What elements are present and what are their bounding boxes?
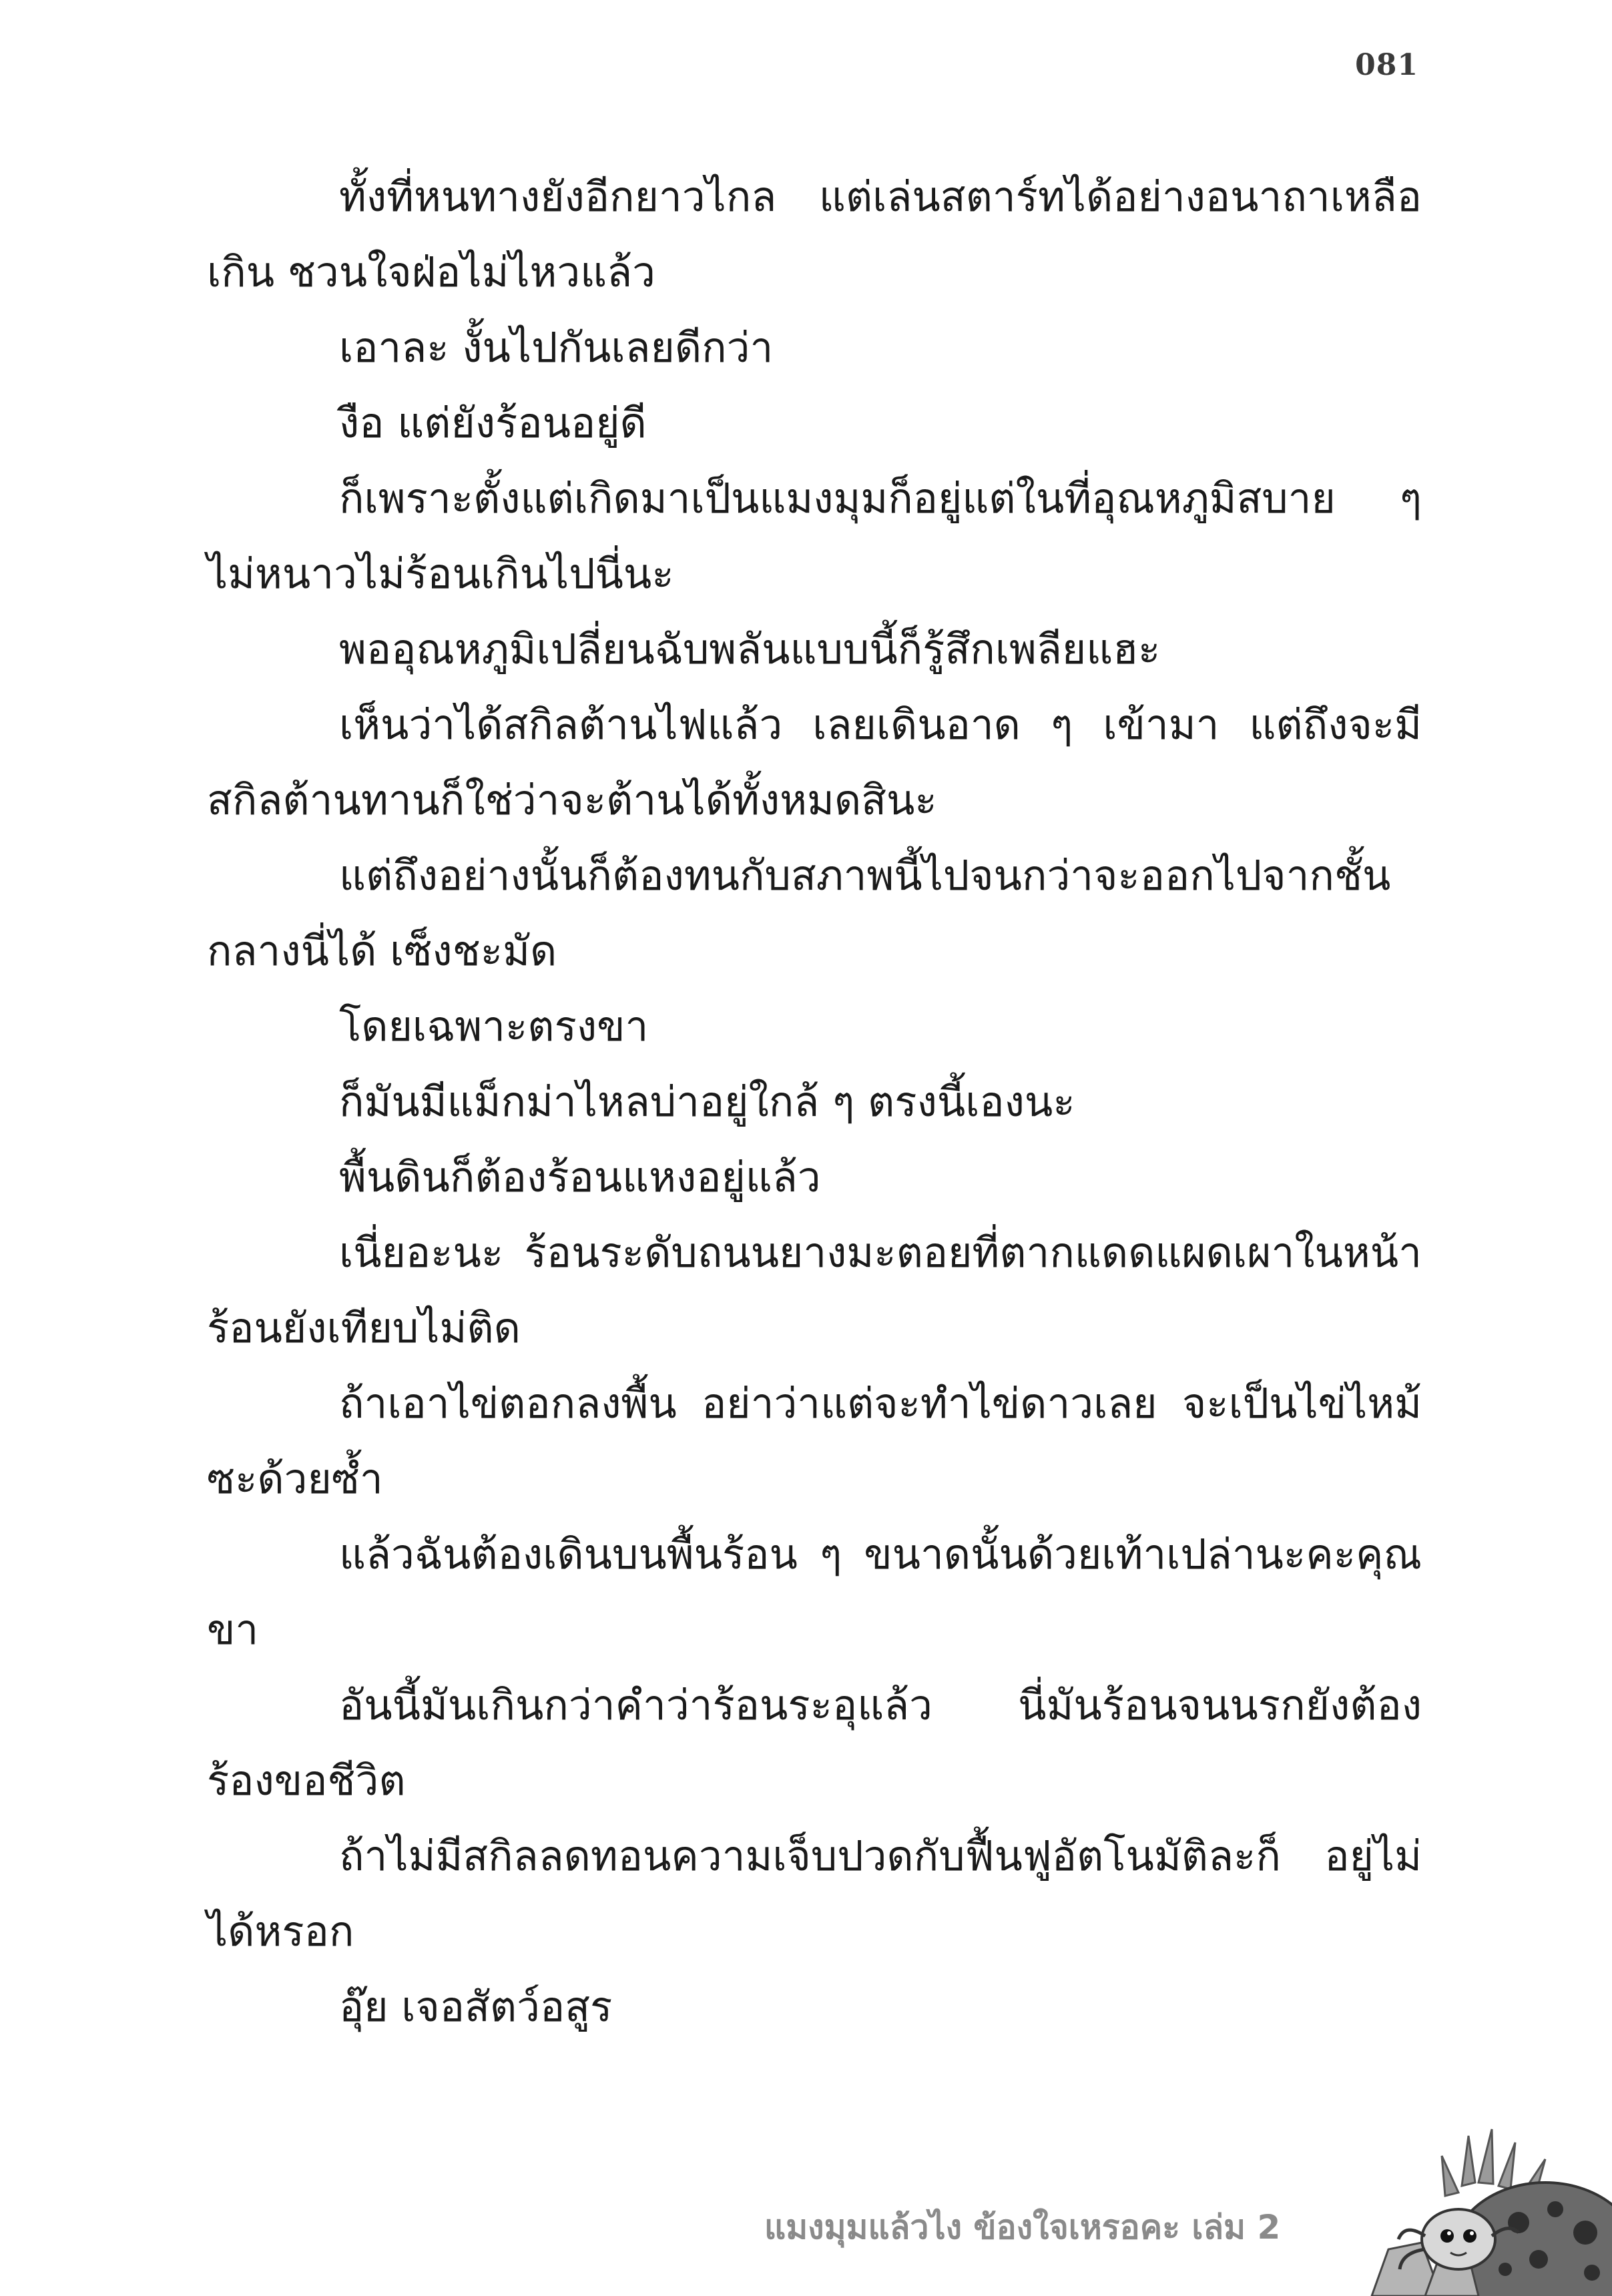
running-footer-title: แมงมุมแล้วไง ข้องใจเหรอคะ เล่ม 2 [764,2208,1281,2247]
paragraph: ถ้าเอาไข่ตอกลงพื้น อย่าว่าแต่จะทำไข่ดาวเลย จะเป็นไข่ไหม้ซะด้วยซ้ำ [207,1379,1422,1503]
paragraph: แล้วฉันต้องเดินบนพื้นร้อน ๆ ขนาดนั้นด้วยเท้าเปล่านะคะคุณขา [207,1530,1422,1654]
paragraph: พื้นดินก็ต้องร้อนแหงอยู่แล้ว [339,1153,821,1201]
paragraph: โดยเฉพาะตรงขา [339,1002,649,1051]
paragraph: พออุณหภูมิเปลี่ยนฉับพลันแบบนี้ก็รู้สึกเพลียแฮะ [339,625,1161,673]
paragraph: เอาละ งั้นไปกันเลยดีกว่า [339,323,774,372]
page-number: 081 [1355,48,1418,82]
paragraph: ก็มันมีแม็กม่าไหลบ่าอยู่ใกล้ ๆ ตรงนี้เองนะ [339,1077,1075,1126]
paragraph: ทั้งที่หนทางยังอีกยาวไกล แต่เล่นสตาร์ทได้อย่างอนาถาเหลือเกิน ชวนใจฝ่อไม่ไหวแล้ว [207,172,1422,296]
paragraph: เนี่ยอะนะ ร้อนระดับถนนยางมะตอยที่ตากแดดแผดเผาในหน้าร้อนยังเทียบไม่ติด [207,1228,1422,1352]
paragraph: อุ๊ย เจอสัตว์อสูร [339,1982,613,2031]
paragraph: อันนี้มันเกินกว่าคำว่าร้อนระอุแล้ว นี่มันร้อนจนนรกยังต้องร้องขอชีวิต [207,1681,1422,1805]
paragraph: ก็เพราะตั้งแต่เกิดมาเป็นแมงมุมก็อยู่แต่ในที่อุณหภูมิสบาย ๆ ไม่หนาวไม่ร้อนเกินไปนี่นะ [207,474,1422,598]
body-text [207,159,1422,2044]
paragraph: แต่ถึงอย่างนั้นก็ต้องทนกับสภาพนี้ไปจนกว่าจะออกไปจากชั้นกลางนี่ได้ เซ็งชะมัด [207,851,1391,975]
paragraph: งือ แต่ยังร้อนอยู่ดี [339,398,647,447]
spider-mascot-illustration [1325,2122,1612,2296]
paragraph: เห็นว่าได้สกิลต้านไฟแล้ว เลยเดินอาด ๆ เข้ามา แต่ถึงจะมีสกิลต้านทานก็ใช่ว่าจะต้านได้ทั้งหมดสินะ [207,700,1422,824]
paragraph: ถ้าไม่มีสกิลลดทอนความเจ็บปวดกับฟื้นฟูอัตโนมัติละก็ อยู่ไม่ได้หรอก [207,1831,1422,1956]
